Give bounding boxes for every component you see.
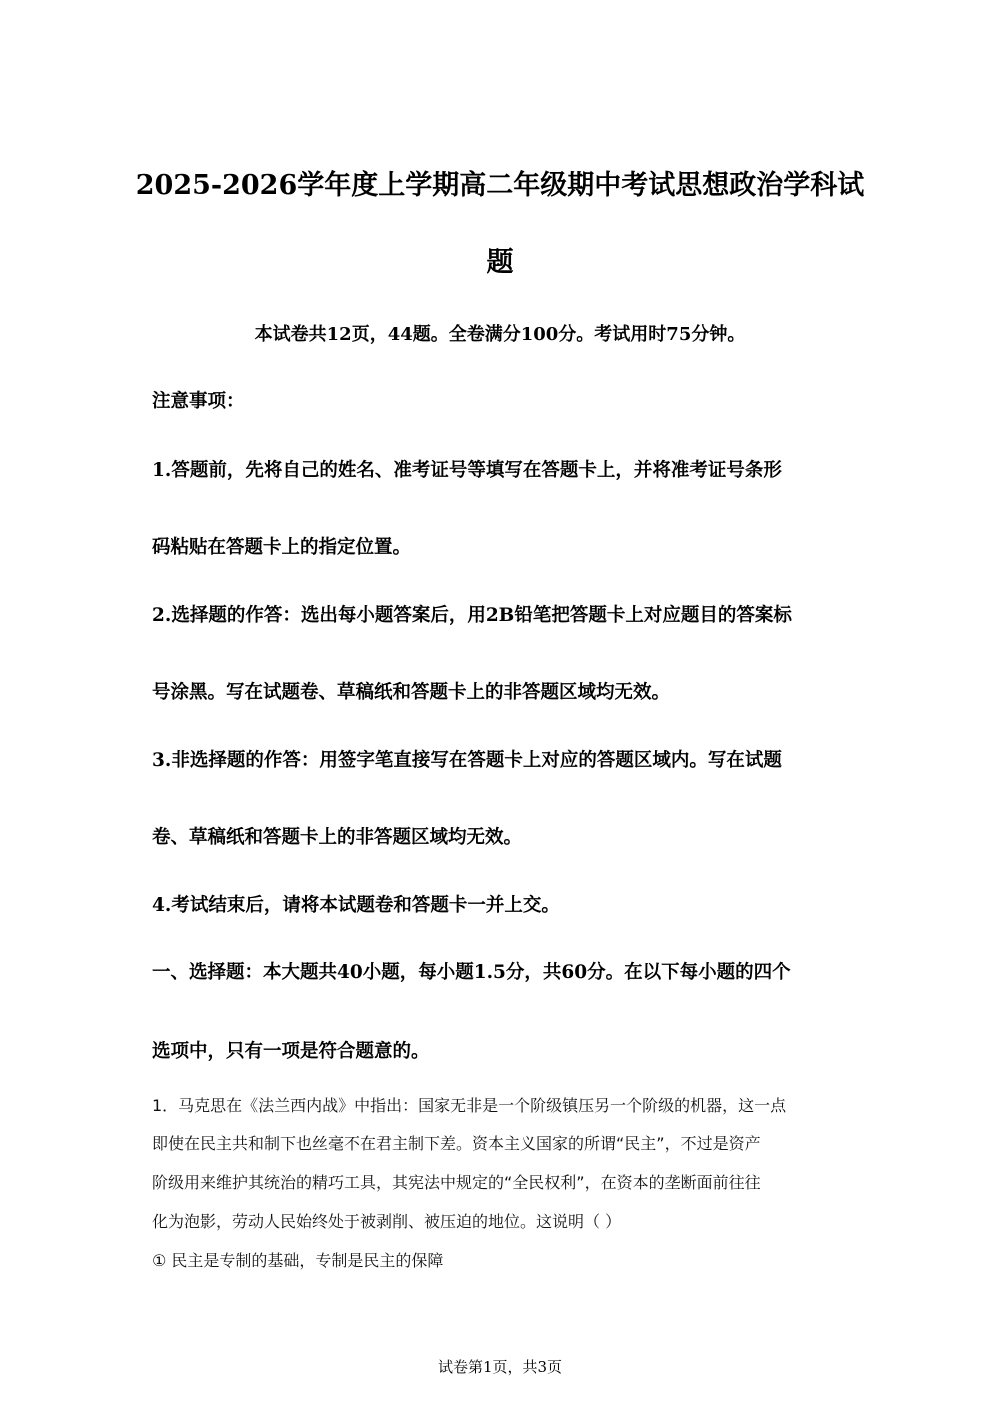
question-1-line: 化为泡影，劳动人民始终处于被剥削、被压迫的地位。这说明（ ） — [152, 1212, 622, 1231]
page-footer: 试卷第1页，共3页 — [437, 1358, 563, 1376]
exam-title-line-1: 2025-2026学年度上学期高二年级期中考试思想政治学科试 — [135, 170, 865, 201]
notice-line: 1.答题前，先将自己的姓名、准考证号等填写在答题卡上，并将准考证号条形 — [152, 460, 782, 481]
notice-line: 2.选择题的作答：选出每小题答案后，用2B铅笔把答题卡上对应题目的答案标 — [152, 605, 792, 626]
exam-title-line-2: 题 — [486, 247, 514, 278]
question-1-line: 即使在民主共和制下也丝毫不在君主制下差。资本主义国家的所谓“民主”，不过是资产 — [152, 1134, 761, 1153]
notice-heading: 注意事项： — [152, 391, 245, 412]
notice-line: 码粘贴在答题卡上的指定位置。 — [152, 537, 412, 558]
question-1-option: ① 民主是专制的基础，专制是民主的保障 — [152, 1251, 444, 1270]
exam-info: 本试卷共12页，44题。全卷满分100分。考试用时75分钟。 — [254, 324, 746, 345]
notice-line: 3.非选择题的作答：用签字笔直接写在答题卡上对应的答题区域内。写在试题 — [152, 750, 782, 771]
question-1-line: 1．马克思在《法兰西内战》中指出：国家无非是一个阶级镇压另一个阶级的机器，这一点 — [152, 1096, 787, 1115]
notice-line: 卷、草稿纸和答题卡上的非答题区域均无效。 — [152, 827, 523, 848]
notice-line: 号涂黑。写在试题卷、草稿纸和答题卡上的非答题区域均无效。 — [152, 682, 671, 703]
question-1-line: 阶级用来维护其统治的精巧工具，其宪法中规定的“全民权利”，在资本的垄断面前往往 — [152, 1173, 761, 1192]
section-heading-line: 选项中，只有一项是符合题意的。 — [152, 1041, 430, 1062]
section-heading-line: 一、选择题：本大题共40小题，每小题1.5分，共60分。在以下每小题的四个 — [152, 962, 791, 983]
notice-line: 4.考试结束后，请将本试题卷和答题卡一并上交。 — [152, 895, 560, 916]
